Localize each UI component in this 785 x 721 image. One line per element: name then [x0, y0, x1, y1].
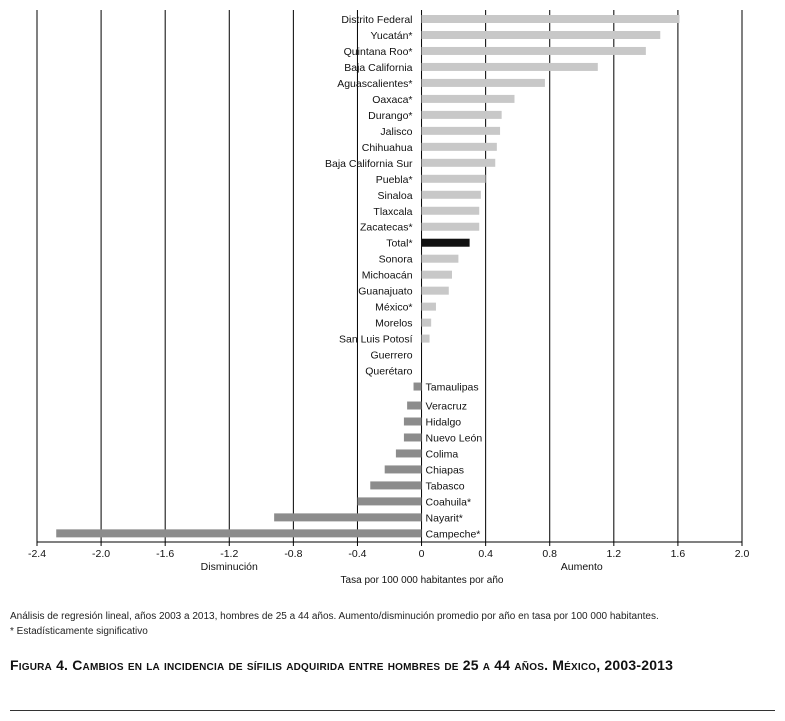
tick-label: 0.4: [478, 548, 493, 560]
tick-label: 1.2: [606, 548, 622, 560]
tick-label: 0: [418, 548, 425, 560]
bar: [414, 383, 422, 391]
category-label: Total*: [386, 237, 413, 250]
category-label: Michoacán: [361, 269, 413, 282]
category-label: Morelos: [375, 317, 413, 330]
bar: [385, 465, 422, 473]
category-label: San Luis Potosí: [338, 333, 413, 346]
category-label: Hidalgo: [425, 416, 462, 429]
bar: [422, 319, 432, 327]
bar: [422, 207, 480, 215]
bar: [422, 79, 545, 87]
category-label: Tlaxcala: [373, 205, 413, 218]
bar: [422, 111, 502, 119]
category-label: Tamaulipas: [425, 381, 479, 394]
x-axis-title: Tasa por 100 000 habitantes por año: [340, 575, 504, 586]
bar: [422, 175, 486, 183]
figure-title: Figura 4. Cambios en la incidencia de sífilis adquirida entre hombres de 25 a 44 años. México, 2003-2013: [10, 657, 674, 673]
bar: [422, 239, 470, 247]
bar: [422, 63, 598, 71]
bar: [422, 159, 496, 167]
bar: [422, 255, 459, 263]
tick-label: -0.4: [348, 548, 367, 560]
tick-label: -2.4: [27, 548, 47, 560]
category-label: Colima: [425, 448, 459, 461]
bar: [56, 529, 421, 537]
category-label: Chihuahua: [361, 141, 413, 154]
bar: [370, 481, 421, 489]
tick-label: -1.2: [220, 548, 239, 560]
category-label: Sinaloa: [377, 189, 413, 202]
bar: [407, 402, 421, 410]
category-label: Jalisco: [380, 125, 413, 138]
category-label: Baja California Sur: [324, 157, 413, 170]
tick-label: 1.6: [670, 548, 686, 560]
bar: [357, 497, 421, 505]
category-label: Sonora: [378, 253, 413, 266]
analysis-note: Análisis de regresión lineal, años 2003 a 2013, hombres de 25 a 44 años. Aumento/disminución promedio por año en tasa por 100 000 habitantes.: [10, 611, 659, 622]
category-label: Nuevo León: [425, 432, 483, 445]
bar: [422, 127, 501, 135]
bar: [404, 433, 422, 441]
increase-label: Aumento: [560, 561, 603, 573]
tick-label: -2.0: [92, 548, 111, 560]
category-label: Campeche*: [425, 528, 481, 541]
category-label: Yucatán*: [370, 29, 413, 42]
category-label: Puebla*: [375, 173, 413, 186]
bar: [422, 223, 480, 231]
bar: [422, 95, 515, 103]
bar: [422, 143, 497, 151]
bar: [422, 335, 430, 343]
bar: [422, 31, 661, 39]
bar: [422, 303, 436, 311]
bar: [422, 191, 481, 199]
bar: [274, 513, 421, 521]
bar: [396, 449, 422, 457]
tick-label: -0.8: [284, 548, 303, 560]
category-label: Oaxaca*: [372, 93, 413, 106]
bottom-rule: [10, 710, 775, 711]
category-label: Baja California: [344, 61, 413, 74]
bar: [422, 15, 680, 23]
category-label: Chiapas: [425, 464, 465, 477]
tick-label: 2.0: [734, 548, 750, 560]
bar: [404, 418, 422, 426]
decrease-label: Disminución: [200, 561, 258, 573]
bar: [422, 287, 449, 295]
tick-label: -1.6: [156, 548, 175, 560]
category-label: México*: [375, 301, 413, 314]
significance-note: * Estadísticamente significativo: [10, 626, 148, 637]
category-label: Aguascalientes*: [337, 77, 413, 90]
bar: [422, 271, 452, 279]
category-label: Durango*: [368, 109, 413, 122]
tick-label: 0.8: [542, 548, 558, 560]
category-label: Nayarit*: [425, 512, 463, 525]
category-label: Quintana Roo*: [343, 45, 413, 58]
bar: [422, 47, 646, 55]
category-label: Veracruz: [425, 400, 467, 413]
category-label: Guanajuato: [358, 285, 413, 298]
category-label: Guerrero: [370, 349, 413, 362]
category-label: Querétaro: [365, 365, 413, 378]
category-label: Tabasco: [425, 480, 465, 493]
category-label: Coahuila*: [425, 496, 472, 509]
category-label: Zacatecas*: [360, 221, 413, 234]
category-label: Distrito Federal: [341, 14, 413, 26]
